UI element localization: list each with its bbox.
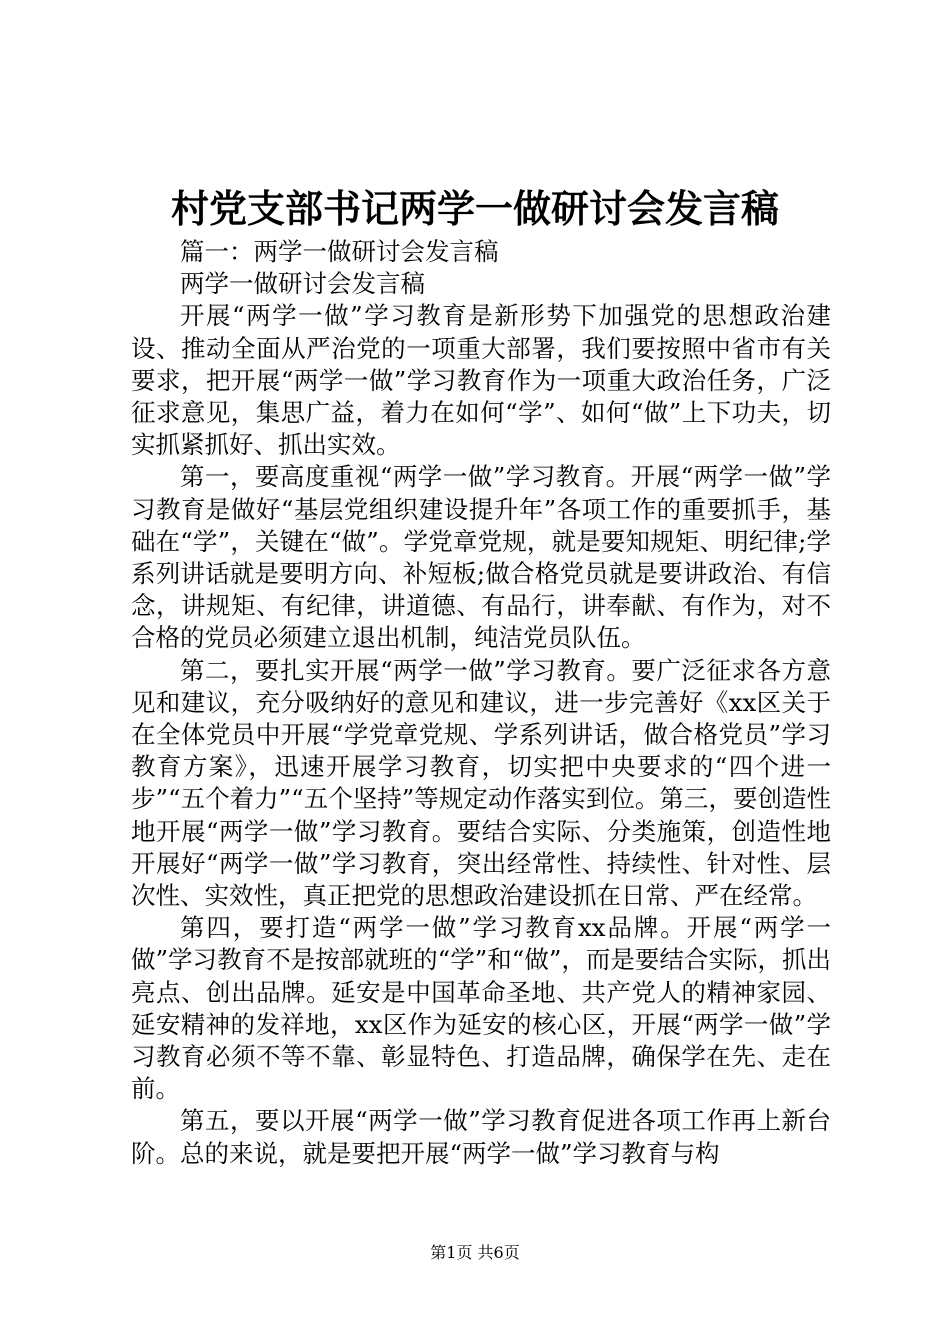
- paragraph-fourth: 第四，要打造“两学一做”学习教育xx品牌。开展“两学一做”学习教育不是按部就班的“学”和“做”，而是要结合实际，抓出亮点、创出品牌。延安是中国革命圣地、共产党人的精神家园、延安精神的发祥地，xx区作为延安的核心区，开展“两学一做”学习教育必须不等不靠、彰显特色、打造品牌，确保学在先、走在前。: [131, 913, 831, 1104]
- document-title: 村党支部书记两学一做研讨会发言稿: [170, 186, 779, 231]
- sub-heading: 两学一做研讨会发言稿: [180, 269, 425, 299]
- paragraph-fifth: 第五，要以开展“两学一做”学习教育促进各项工作再上新台阶。总的来说，就是要把开展“两学一做”学习教育与构: [131, 1106, 831, 1168]
- section-heading: 篇一：两学一做研讨会发言稿: [180, 237, 499, 266]
- paragraph-intro: 开展“两学一做”学习教育是新形势下加强党的思想政治建设、推动全面从严治党的一项重大部署，我们要按照中省市有关要求，把开展“两学一做”学习教育作为一项重大政治任务，广泛征求意见，集思广益，着力在如何“学”、如何“做”上下功夫，切实抓紧抓好、抓出实效。: [131, 301, 831, 460]
- document-body: [131, 236, 831, 1170]
- paragraph-second-third: 第二，要扎实开展“两学一做”学习教育。要广泛征求各方意见和建议，充分吸纳好的意见和建议，进一步完善好《xx区关于在全体党员中开展“学党章党规、学系列讲话，做合格党员”学习教育方案》，迅速开展学习教育，切实把中央要求的“四个进一步”“五个着力”“五个坚持”等规定动作落实到位。第三，要创造性地开展“两学一做”学习教育。要结合实际、分类施策，创造性地开展好“两学一做”学习教育，突出经常性、持续性、针对性、层次性、实效性，真正把党的思想政治建设抓在日常、严在经常。: [131, 655, 831, 911]
- page-footer: 第1页 共6页: [430, 1243, 520, 1262]
- paragraph-first: 第一，要高度重视“两学一做”学习教育。开展“两学一做”学习教育是做好“基层党组织建设提升年”各项工作的重要抓手，基础在“学”，关键在“做”。学党章党规，就是要知规矩、明纪律;学系列讲话就是要明方向、补短板;做合格党员就是要讲政治、有信念，讲规矩、有纪律，讲道德、有品行，讲奉献、有作为，对不合格的党员必须建立退出机制，纯洁党员队伍。: [131, 462, 831, 653]
